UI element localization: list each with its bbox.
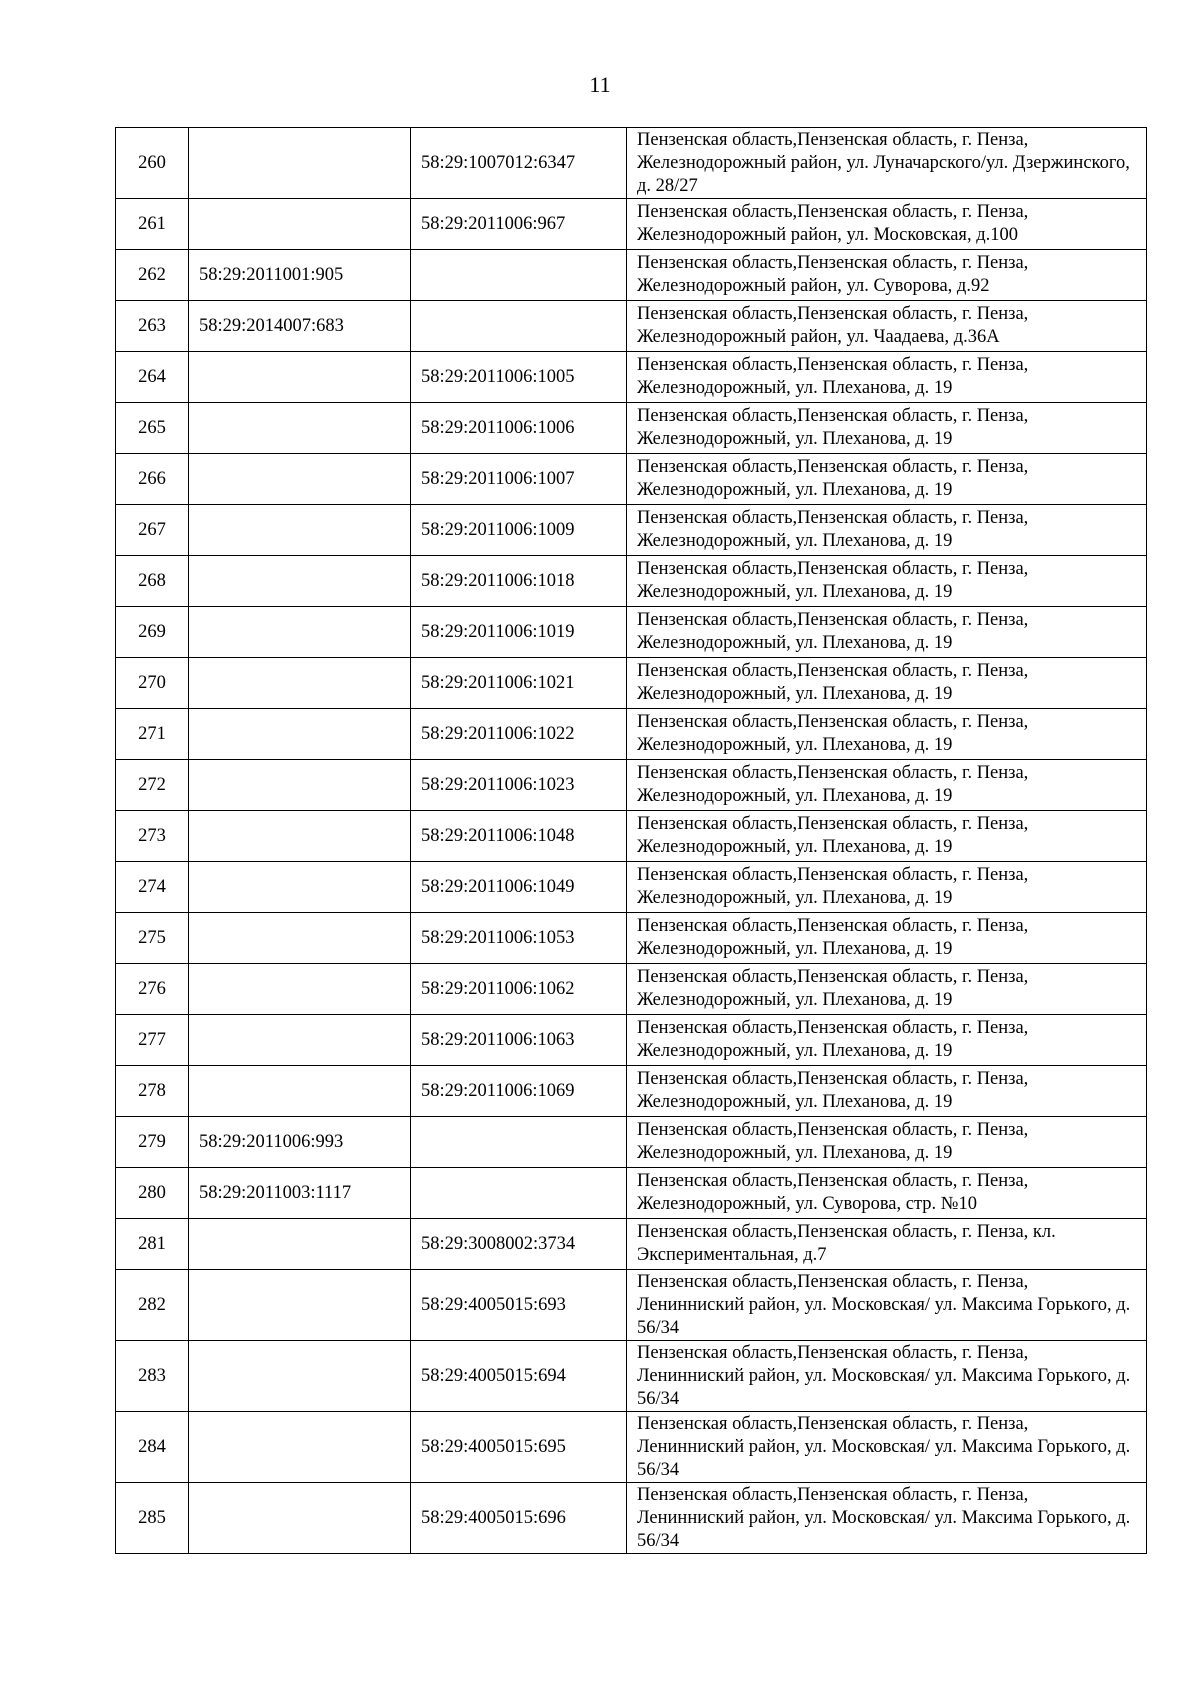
cadastral-number-cell: 58:29:2011006:967 [411, 199, 627, 250]
table-row [116, 1066, 1147, 1117]
cadastral-number-cell [189, 1066, 411, 1117]
address-cell: Пензенская область,Пензенская область, г. Пенза, Железнодорожный, ул. Плеханова, д. 19 [627, 1117, 1147, 1168]
table-row [116, 1483, 1147, 1554]
table-row [116, 1117, 1147, 1168]
table-row [116, 199, 1147, 250]
cadastral-number-cell: 58:29:3008002:3734 [411, 1219, 627, 1270]
address-cell: Пензенская область,Пензенская область, г. Пенза, Железнодорожный, ул. Плеханова, д. 19 [627, 913, 1147, 964]
cadastral-number-cell: 58:29:2011006:1006 [411, 403, 627, 454]
cadastral-number-cell [189, 862, 411, 913]
cadastral-number-cell: 58:29:4005015:695 [411, 1412, 627, 1483]
cadastral-number-cell: 58:29:2011006:1023 [411, 760, 627, 811]
address-cell: Пензенская область,Пензенская область, г. Пенза, Железнодорожный, ул. Плеханова, д. 19 [627, 454, 1147, 505]
row-number-cell: 269 [116, 607, 189, 658]
cadastral-number-cell [189, 760, 411, 811]
row-number-cell: 272 [116, 760, 189, 811]
table-row [116, 128, 1147, 199]
cadastral-number-cell [189, 1270, 411, 1341]
table-row [116, 250, 1147, 301]
cadastral-number-cell [411, 301, 627, 352]
row-number-cell: 261 [116, 199, 189, 250]
table-row [116, 1015, 1147, 1066]
cadastral-number-cell [189, 709, 411, 760]
table-row [116, 862, 1147, 913]
row-number-cell: 282 [116, 1270, 189, 1341]
address-cell: Пензенская область,Пензенская область, г. Пенза, Ленинниский район, ул. Московская/ ул. Максима Горького, д. 56/34 [627, 1270, 1147, 1341]
address-cell: Пензенская область,Пензенская область, г. Пенза, Железнодорожный, ул. Плеханова, д. 19 [627, 964, 1147, 1015]
row-number-cell: 266 [116, 454, 189, 505]
cadastral-number-cell [189, 352, 411, 403]
row-number-cell: 276 [116, 964, 189, 1015]
cadastral-number-cell [189, 454, 411, 505]
table-row [116, 709, 1147, 760]
table-row [116, 964, 1147, 1015]
cadastral-number-cell [411, 250, 627, 301]
cadastral-number-cell: 58:29:2011006:1018 [411, 556, 627, 607]
cadastral-number-cell [189, 607, 411, 658]
cadastral-number-cell: 58:29:2011006:1063 [411, 1015, 627, 1066]
row-number-cell: 262 [116, 250, 189, 301]
table-row [116, 403, 1147, 454]
table-row [116, 1270, 1147, 1341]
row-number-cell: 277 [116, 1015, 189, 1066]
cadastral-number-cell [189, 128, 411, 199]
cadastral-number-cell: 58:29:2011001:905 [189, 250, 411, 301]
table-row [116, 556, 1147, 607]
address-cell: Пензенская область,Пензенская область, г. Пенза, Железнодорожный район, ул. Суворова, д.92 [627, 250, 1147, 301]
address-cell: Пензенская область,Пензенская область, г. Пенза, Железнодорожный, ул. Плеханова, д. 19 [627, 352, 1147, 403]
address-cell: Пензенская область,Пензенская область, г. Пенза, Железнодорожный, ул. Плеханова, д. 19 [627, 862, 1147, 913]
row-number-cell: 281 [116, 1219, 189, 1270]
cadastral-number-cell: 58:29:2011006:1053 [411, 913, 627, 964]
table-row [116, 760, 1147, 811]
table-row [116, 1219, 1147, 1270]
cadastral-number-cell [189, 1412, 411, 1483]
cadastral-number-cell: 58:29:2011006:1019 [411, 607, 627, 658]
address-cell: Пензенская область,Пензенская область, г. Пенза, Железнодорожный, ул. Плеханова, д. 19 [627, 403, 1147, 454]
row-number-cell: 280 [116, 1168, 189, 1219]
cadastral-number-cell: 58:29:2011006:1005 [411, 352, 627, 403]
address-cell: Пензенская область,Пензенская область, г. Пенза, Железнодорожный, ул. Плеханова, д. 19 [627, 607, 1147, 658]
address-cell: Пензенская область,Пензенская область, г. Пенза, Железнодорожный район, ул. Луначарского/ул. Дзержинского, д. 28/27 [627, 128, 1147, 199]
cadastral-number-cell: 58:29:4005015:696 [411, 1483, 627, 1554]
cadastral-number-cell: 58:29:4005015:694 [411, 1341, 627, 1412]
table-row [116, 1341, 1147, 1412]
address-cell: Пензенская область,Пензенская область, г. Пенза, Железнодорожный, ул. Плеханова, д. 19 [627, 709, 1147, 760]
cadastral-number-cell [189, 199, 411, 250]
table-row [116, 658, 1147, 709]
row-number-cell: 279 [116, 1117, 189, 1168]
row-number-cell: 284 [116, 1412, 189, 1483]
table-row [116, 811, 1147, 862]
row-number-cell: 267 [116, 505, 189, 556]
table-row [116, 1168, 1147, 1219]
cadastral-number-cell: 58:29:2011006:1007 [411, 454, 627, 505]
table-row [116, 607, 1147, 658]
cadastral-number-cell [189, 658, 411, 709]
row-number-cell: 270 [116, 658, 189, 709]
address-cell: Пензенская область,Пензенская область, г. Пенза, Ленинниский район, ул. Московская/ ул. Максима Горького, д. 56/34 [627, 1341, 1147, 1412]
address-cell: Пензенская область,Пензенская область, г. Пенза, Железнодорожный, ул. Плеханова, д. 19 [627, 505, 1147, 556]
cadastral-number-cell: 58:29:2011003:1117 [189, 1168, 411, 1219]
table-row [116, 913, 1147, 964]
address-cell: Пензенская область,Пензенская область, г. Пенза, Железнодорожный район, ул. Московская, д.100 [627, 199, 1147, 250]
address-cell: Пензенская область,Пензенская область, г. Пенза, Железнодорожный, ул. Плеханова, д. 19 [627, 760, 1147, 811]
cadastral-number-cell [189, 556, 411, 607]
address-cell: Пензенская область,Пензенская область, г. Пенза, Железнодорожный, ул. Суворова, стр. №10 [627, 1168, 1147, 1219]
cadastral-number-cell [411, 1168, 627, 1219]
address-cell: Пензенская область,Пензенская область, г. Пенза, Ленинниский район, ул. Московская/ ул. Максима Горького, д. 56/34 [627, 1412, 1147, 1483]
table-row [116, 1412, 1147, 1483]
cadastral-number-cell [189, 1219, 411, 1270]
cadastral-number-cell: 58:29:2011006:993 [189, 1117, 411, 1168]
property-registry-table [115, 127, 1147, 1554]
row-number-cell: 283 [116, 1341, 189, 1412]
cadastral-number-cell [189, 913, 411, 964]
row-number-cell: 264 [116, 352, 189, 403]
cadastral-number-cell: 58:29:2014007:683 [189, 301, 411, 352]
address-cell: Пензенская область,Пензенская область, г. Пенза, Железнодорожный, ул. Плеханова, д. 19 [627, 1066, 1147, 1117]
row-number-cell: 273 [116, 811, 189, 862]
row-number-cell: 275 [116, 913, 189, 964]
table-row [116, 505, 1147, 556]
cadastral-number-cell [189, 1341, 411, 1412]
address-cell: Пензенская область,Пензенская область, г. Пенза, Железнодорожный, ул. Плеханова, д. 19 [627, 811, 1147, 862]
row-number-cell: 278 [116, 1066, 189, 1117]
row-number-cell: 265 [116, 403, 189, 454]
address-cell: Пензенская область,Пензенская область, г. Пенза, Железнодорожный район, ул. Чаадаева, д.36А [627, 301, 1147, 352]
cadastral-number-cell [189, 403, 411, 454]
cadastral-number-cell [189, 964, 411, 1015]
cadastral-number-cell: 58:29:2011006:1022 [411, 709, 627, 760]
cadastral-number-cell: 58:29:2011006:1069 [411, 1066, 627, 1117]
row-number-cell: 271 [116, 709, 189, 760]
cadastral-number-cell: 58:29:4005015:693 [411, 1270, 627, 1341]
cadastral-number-cell: 58:29:2011006:1062 [411, 964, 627, 1015]
address-cell: Пензенская область,Пензенская область, г. Пенза, Железнодорожный, ул. Плеханова, д. 19 [627, 1015, 1147, 1066]
row-number-cell: 263 [116, 301, 189, 352]
address-cell: Пензенская область,Пензенская область, г. Пенза, Железнодорожный, ул. Плеханова, д. 19 [627, 556, 1147, 607]
registry-table-body [116, 128, 1147, 1554]
table-row [116, 352, 1147, 403]
cadastral-number-cell [189, 505, 411, 556]
cadastral-number-cell: 58:29:1007012:6347 [411, 128, 627, 199]
cadastral-number-cell [189, 811, 411, 862]
address-cell: Пензенская область,Пензенская область, г. Пенза, кл. Экспериментальная, д.7 [627, 1219, 1147, 1270]
row-number-cell: 274 [116, 862, 189, 913]
cadastral-number-cell: 58:29:2011006:1048 [411, 811, 627, 862]
row-number-cell: 285 [116, 1483, 189, 1554]
address-cell: Пензенская область,Пензенская область, г. Пенза, Ленинниский район, ул. Московская/ ул. Максима Горького, д. 56/34 [627, 1483, 1147, 1554]
page-number: 11 [589, 72, 611, 97]
cadastral-number-cell: 58:29:2011006:1009 [411, 505, 627, 556]
table-row [116, 454, 1147, 505]
cadastral-number-cell [189, 1015, 411, 1066]
table-row [116, 301, 1147, 352]
cadastral-number-cell [189, 1483, 411, 1554]
row-number-cell: 268 [116, 556, 189, 607]
cadastral-number-cell: 58:29:2011006:1021 [411, 658, 627, 709]
address-cell: Пензенская область,Пензенская область, г. Пенза, Железнодорожный, ул. Плеханова, д. 19 [627, 658, 1147, 709]
cadastral-number-cell [411, 1117, 627, 1168]
cadastral-number-cell: 58:29:2011006:1049 [411, 862, 627, 913]
row-number-cell: 260 [116, 128, 189, 199]
